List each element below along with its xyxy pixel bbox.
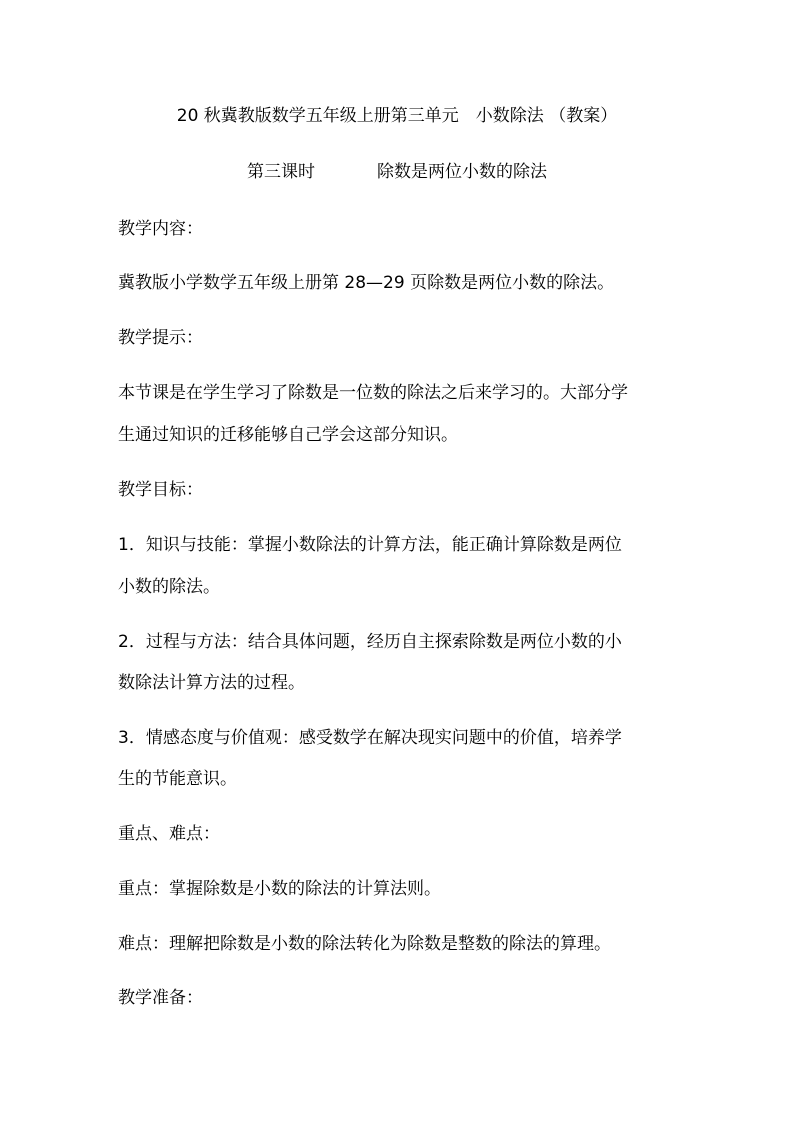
goal-1-line-2: 小数的除法。 [118, 577, 220, 597]
goal-2-line-1: 2．过程与方法：结合具体问题，经历自主探索除数是两位小数的小 [118, 632, 622, 652]
heading-teaching-tips: 教学提示： [118, 328, 203, 348]
paragraph-teaching-tips-line-2: 生通过知识的迁移能够自己学会这部分知识。 [118, 425, 458, 445]
goal-1-line-1: 1．知识与技能：掌握小数除法的计算方法，能正确计算除数是两位 [118, 535, 622, 555]
goal-3-line-1: 3．情感态度与价值观：感受数学在解决现实问题中的价值，培养学 [118, 728, 622, 748]
paragraph-teaching-tips-line-1: 本节课是在学生学习了除数是一位数的除法之后来学习的。大部分学 [118, 383, 628, 403]
heading-teaching-preparation: 教学准备： [118, 988, 203, 1008]
heading-teaching-goals: 教学目标： [118, 480, 203, 500]
heading-teaching-content: 教学内容： [118, 219, 203, 239]
document-title: 20 秋冀教版数学五年级上册第三单元 小数除法 （教案） [176, 106, 618, 126]
heading-key-difficult-points: 重点、难点： [118, 824, 220, 844]
goal-3-line-2: 生的节能意识。 [118, 769, 237, 789]
difficult-point: 难点：理解把除数是小数的除法转化为除数是整数的除法的算理。 [118, 934, 611, 954]
lesson-topic: 除数是两位小数的除法 [377, 162, 547, 182]
key-point: 重点：掌握除数是小数的除法的计算法则。 [118, 879, 441, 899]
goal-2-line-2: 数除法计算方法的过程。 [118, 673, 305, 693]
paragraph-teaching-content: 冀教版小学数学五年级上册第 28—29 页除数是两位小数的除法。 [118, 273, 615, 293]
lesson-period: 第三课时 [247, 162, 315, 182]
lesson-subtitle [0, 161, 794, 183]
